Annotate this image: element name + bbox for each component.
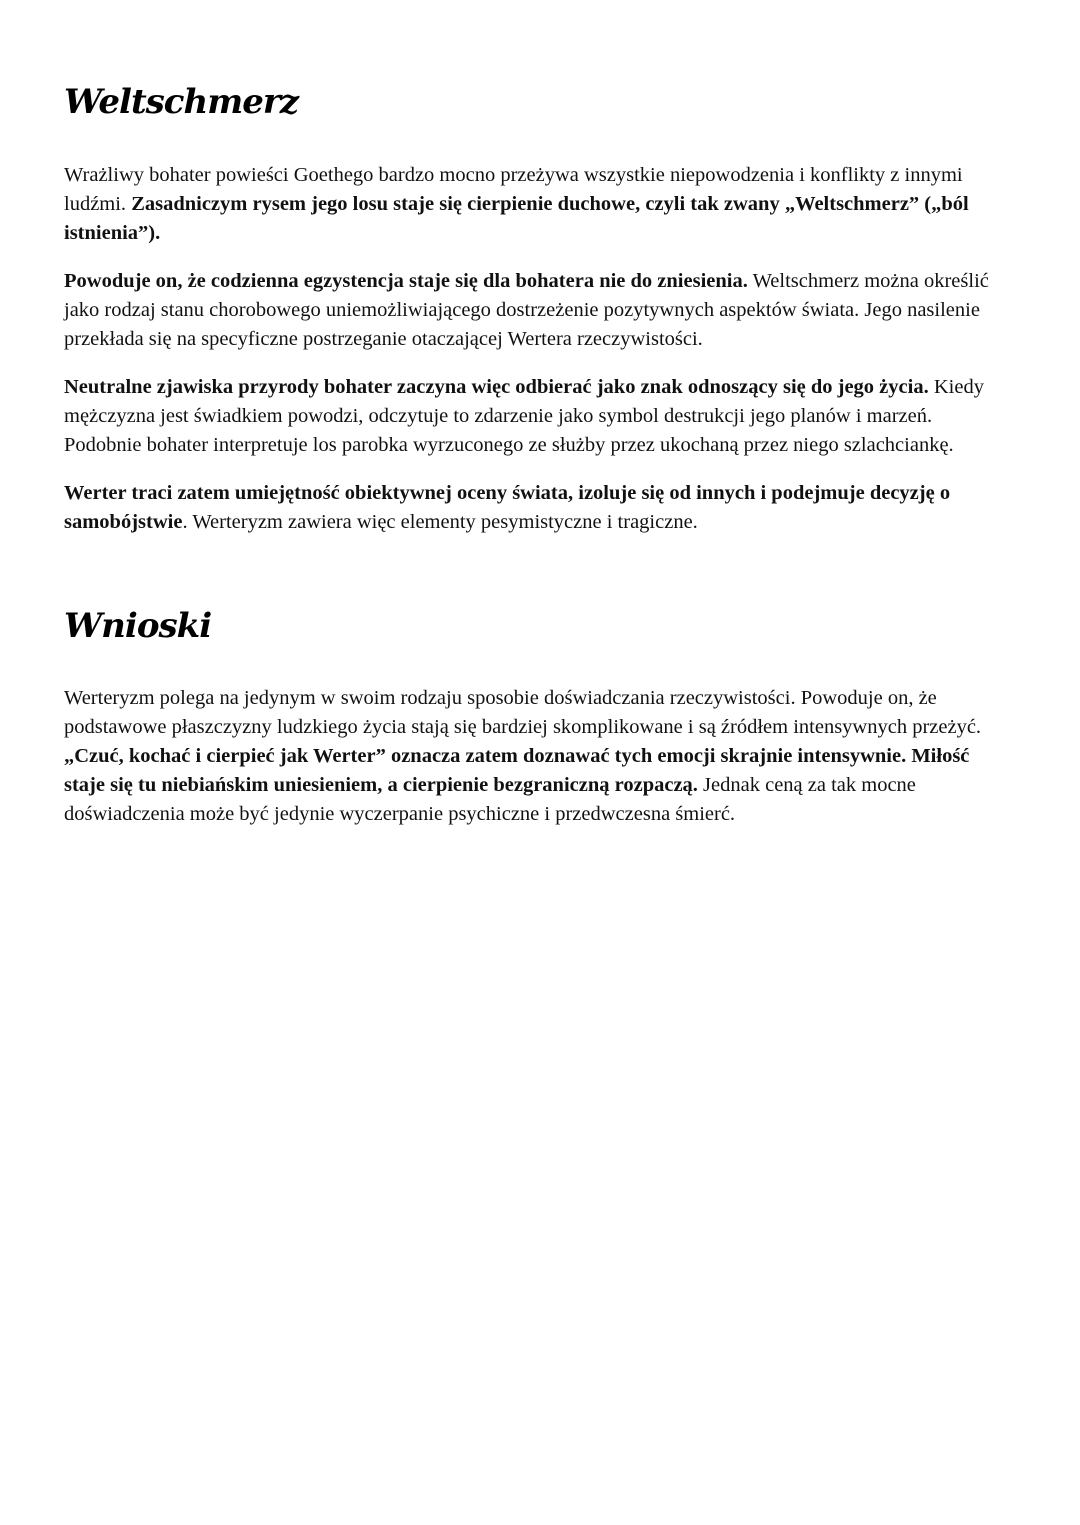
section-heading-weltschmerz: Weltschmerz xyxy=(64,82,299,122)
bold-text: Powoduje on, że codzienna egzystencja staje się dla bohatera nie do zniesienia. xyxy=(64,270,748,292)
paragraph xyxy=(64,684,1014,829)
text: Werteryzm polega na jedynym w swoim rodzaju sposobie doświadczania rzeczywistości. Powoduje on, że podstawowe płaszczyzny ludzkiego życia stają się bardziej skomplikowane i są źródłem intensywnych przeżyć. xyxy=(64,687,982,738)
bold-text: „Czuć, kochać i cierpieć jak Werter” oznacza zatem doznawać tych emocji skrajnie intensywnie. Miłość staje się tu niebiańskim uniesieniem, a cierpienie bezgraniczną rozpaczą. xyxy=(64,745,970,796)
text: Kiedy mężczyzna jest świadkiem powodzi, odczytuje to zdarzenie jako symbol destrukcji jego planów i marzeń. Podobnie bohater interpretuje los parobka wyrzuconego ze służby przez ukochaną przez niego szlachciankę. xyxy=(64,376,984,456)
section-wnioski-body xyxy=(64,684,1014,848)
section-heading-wnioski: Wnioski xyxy=(64,606,212,646)
section-weltschmerz-body xyxy=(64,161,1014,556)
bold-text: Werter traci zatem umiejętność obiektywnej oceny świata, izoluje się od innych i podejmuje decyzję o samobójstwie xyxy=(64,482,951,533)
text: . Werteryzm zawiera więc elementy pesymistyczne i tragiczne. xyxy=(182,511,698,533)
paragraph xyxy=(64,161,1014,248)
text: Wrażliwy bohater powieści Goethego bardzo mocno przeżywa wszystkie niepowodzenia i konflikty z innymi ludźmi. xyxy=(64,164,963,215)
bold-text: Zasadniczym rysem jego losu staje się cierpienie duchowe, czyli tak zwany „Weltschmerz” („ból istnienia”). xyxy=(64,193,969,244)
text: Weltschmerz można określić jako rodzaj stanu chorobowego uniemożliwiającego dostrzeżenie pozytywnych aspektów świata. Jego nasilenie przekłada się na specyficzne postrzeganie otaczającej Wertera rzeczywistości. xyxy=(64,270,989,350)
text: Jednak ceną za tak mocne doświadczenia może być jedynie wyczerpanie psychiczne i przedwczesna śmierć. xyxy=(64,774,916,825)
paragraph xyxy=(64,373,1014,460)
paragraph xyxy=(64,479,1014,537)
bold-text: Neutralne zjawiska przyrody bohater zaczyna więc odbierać jako znak odnoszący się do jego życia. xyxy=(64,376,929,398)
paragraph xyxy=(64,267,1014,354)
